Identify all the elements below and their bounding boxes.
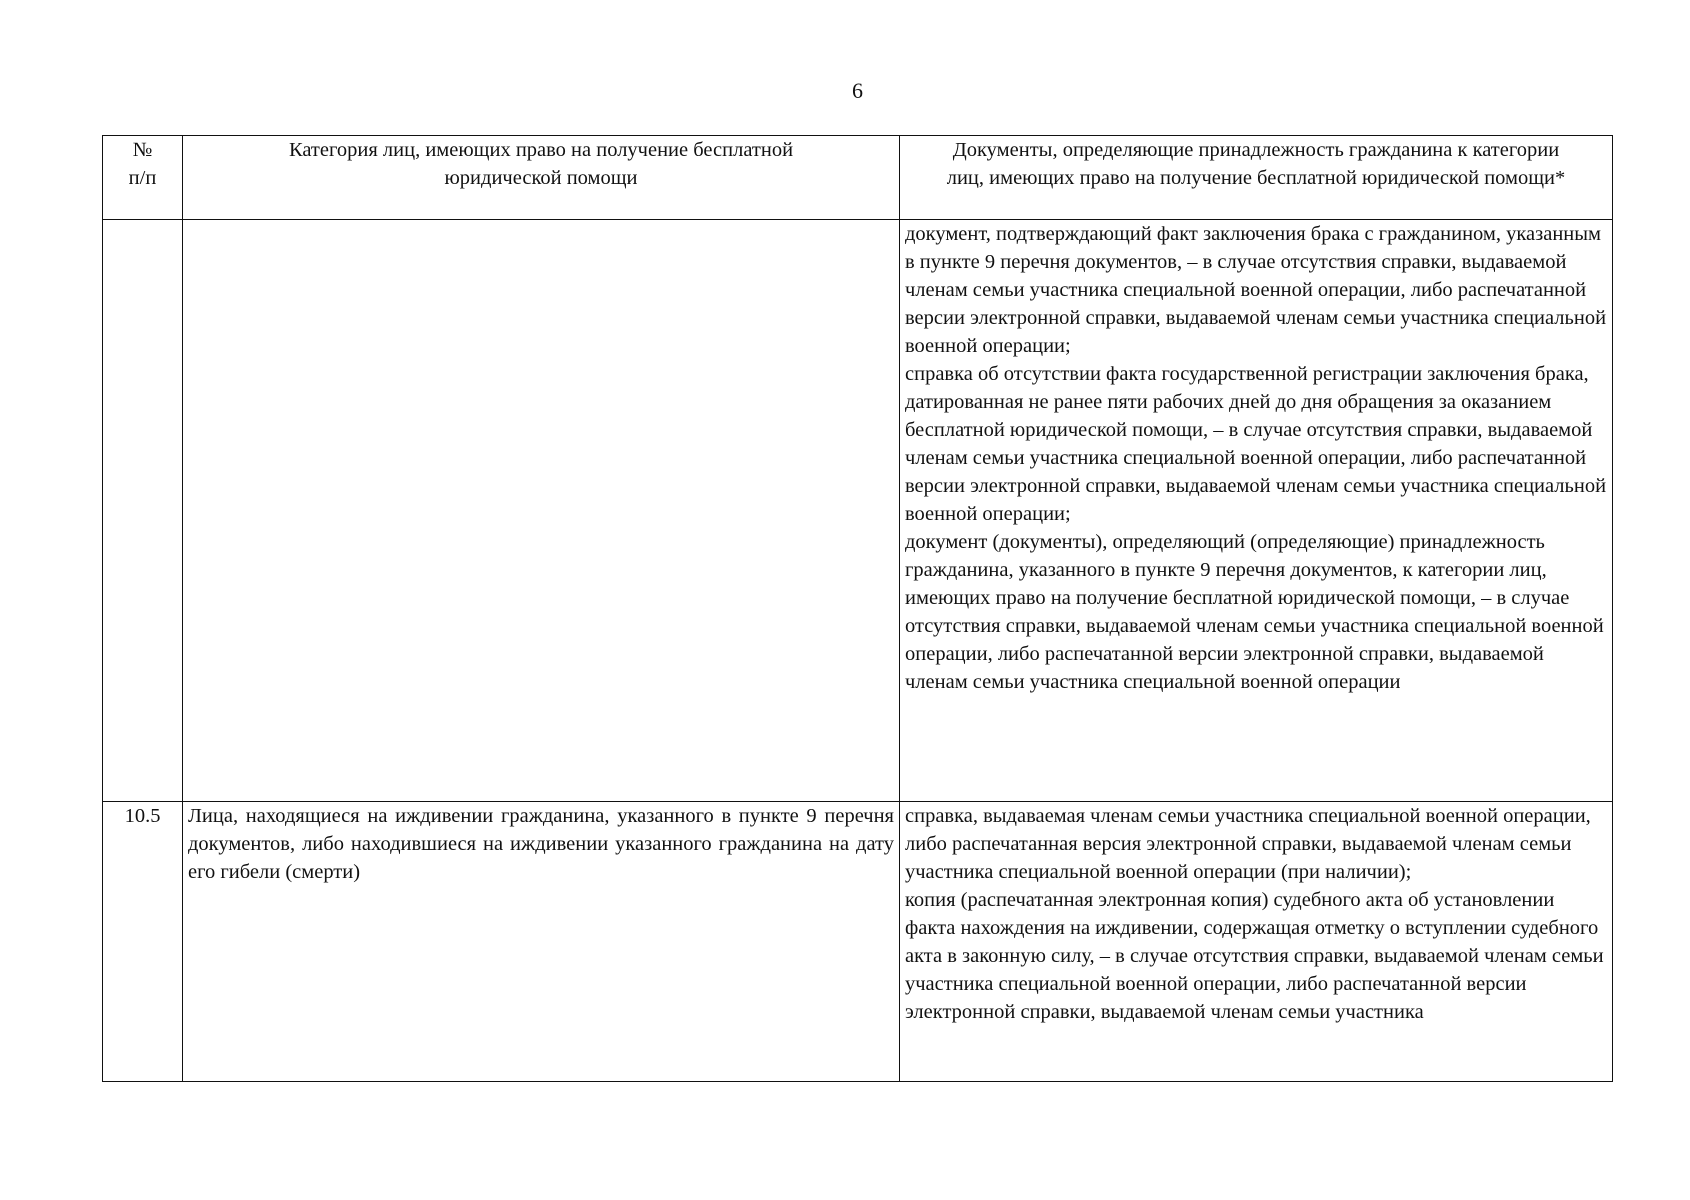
document-item: справка, выдаваемая членам семьи участника специальной военной операции, либо распечатанная версия электронной справки, выдаваемой членам семьи участника специальной военной операции (при наличии);	[905, 805, 1591, 883]
document-item: документ (документы), определяющий (определяющие) принадлежность гражданина, указанного в пункте 9 перечня документов, к категории лиц, имеющих право на получение бесплатной юридической помощи, – в случае отсутствия справки, выдаваемой членам семьи участника специальной военной операции, либо распечатанной версии электронной справки, выдаваемой членам семьи участника специальной военной операции	[905, 531, 1604, 693]
header-category: Категория лиц, имеющих право на получение бесплатной юридической помощи	[183, 136, 900, 220]
document-item: справка об отсутствии факта государственной регистрации заключения брака, датированная не ранее пяти рабочих дней до дня обращения за оказанием бесплатной юридической помощи, – в случае отсутствия справки, выдаваемой членам семьи участника специальной военной операции, либо распечатанной версии электронной справки, выдаваемой членам семьи участника специальной военной операции;	[905, 363, 1607, 525]
header-number: № п/п	[103, 136, 183, 220]
document-item: копия (распечатанная электронная копия) судебного акта об установлении факта нахождения на иждивении, содержащая отметку о вступлении судебного акта в законную силу, – в случае отсутствия справки, выдаваемой членам семьи участника специальной военной операции, либо распечатанной версии электронной справки, выдаваемой членам семьи участника	[905, 889, 1604, 1023]
header-documents: Документы, определяющие принадлежность гражданина к категории лиц, имеющих право на получение бесплатной юридической помощи*	[900, 136, 1613, 220]
documents-table	[102, 135, 1613, 1082]
row-documents	[900, 220, 1613, 802]
row-category: Лица, находящиеся на иждивении гражданина, указанного в пункте 9 перечня документов, либо находившиеся на иждивении указанного гражданина на дату его гибели (смерти)	[183, 802, 900, 1082]
row-number: 10.5	[103, 802, 183, 1082]
page-number: 6	[852, 78, 863, 103]
row-category	[183, 220, 900, 802]
row-number	[103, 220, 183, 802]
table-row	[103, 220, 1613, 802]
row-documents	[900, 802, 1613, 1082]
table-row	[103, 802, 1613, 1082]
table-header-row	[103, 136, 1613, 220]
document-item: документ, подтверждающий факт заключения брака с гражданином, указанным в пункте 9 перечня документов, – в случае отсутствия справки, выдаваемой членам семьи участника специальной военной операции, либо распечатанной версии электронной справки, выдаваемой членам семьи участника специальной военной операции;	[905, 223, 1607, 357]
